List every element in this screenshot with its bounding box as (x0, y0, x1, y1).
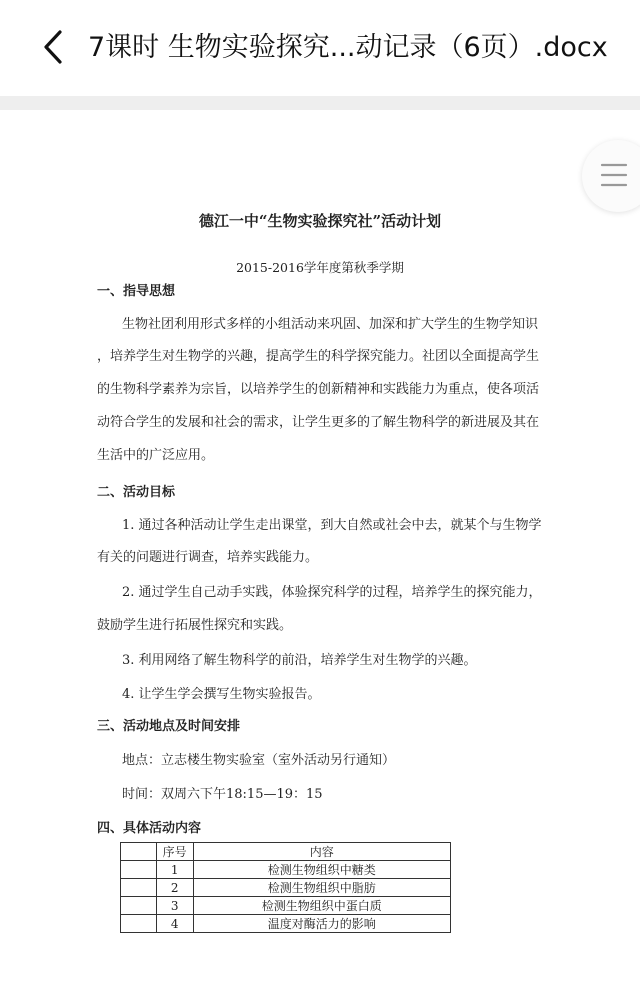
paragraph-line: 生活中的广泛应用。 (97, 448, 215, 463)
list-item-continued: 鼓励学生进行拓展性探究和实践。 (97, 618, 293, 633)
doc-heading: 德江一中“生物实验探究社”活动计划 (198, 212, 442, 230)
table-header-number: 序号 (156, 843, 193, 861)
table-cell-number: 2 (156, 879, 193, 897)
header-separator (0, 96, 640, 110)
table-cell-content: 检测生物组织中脂肪 (193, 879, 450, 897)
table-row (121, 861, 451, 879)
section-heading: 四、具体活动内容 (97, 821, 202, 836)
table-row (121, 897, 451, 915)
table-cell-content: 检测生物组织中蛋白质 (193, 897, 450, 915)
list-item: 1. 通过各种活动让学生走出课堂，到大自然或社会中去，就某个与生物学 (122, 518, 542, 533)
section-heading: 三、活动地点及时间安排 (97, 719, 241, 734)
time-text: 时间：双周六下午18:15—19：15 (122, 787, 323, 802)
document-title: 7课时 生物实验探究...动记录（6页）.docx (88, 32, 608, 63)
table-cell-content: 检测生物组织中糖类 (193, 861, 450, 879)
table-cell (121, 879, 157, 897)
list-item-continued: 有关的问题进行调查，培养实践能力。 (97, 550, 319, 565)
table-header-row (121, 843, 451, 861)
activity-table (120, 842, 451, 933)
paragraph-line: 生物社团利用形式多样的小组活动来巩固、加深和扩大学生的生物学知识 (122, 317, 539, 332)
table-cell-number: 4 (156, 915, 193, 933)
table-row (121, 915, 451, 933)
section-heading: 二、活动目标 (97, 485, 176, 500)
table-header-content: 内容 (193, 843, 450, 861)
list-item: 2. 通过学生自己动手实践，体验探究科学的过程，培养学生的探究能力， (122, 585, 542, 600)
paragraph-line: 的生物科学素养为宗旨，以培养学生的创新精神和实践能力为重点，使各项活 (97, 382, 540, 397)
table-row (121, 879, 451, 897)
chevron-left-icon (34, 22, 74, 72)
paragraph-line: ，培养学生对生物学的兴趣，提高学生的科学探究能力。社团以全面提高学生 (97, 349, 540, 364)
section-heading: 一、指导思想 (97, 284, 176, 299)
back-button[interactable] (34, 22, 74, 72)
table-cell (121, 915, 157, 933)
table-cell (121, 843, 157, 861)
list-item: 3. 利用网络了解生物科学的前沿，培养学生对生物学的兴趣。 (122, 653, 477, 668)
table-cell-content: 温度对酶活力的影响 (193, 915, 450, 933)
paragraph-line: 动符合学生的发展和社会的需求，让学生更多的了解生物科学的新进展及其在 (97, 415, 540, 430)
table-cell (121, 897, 157, 915)
doc-subtitle: 2015-2016学年度第秋季学期 (236, 260, 404, 275)
table-cell (121, 861, 157, 879)
hamburger-menu-icon (600, 162, 628, 188)
list-item: 4. 让学生学会撰写生物实验报告。 (122, 687, 321, 702)
table-cell-number: 3 (156, 897, 193, 915)
location-text: 地点：立志楼生物实验室（室外活动另行通知） (122, 753, 396, 768)
top-bar (0, 0, 640, 96)
table-cell-number: 1 (156, 861, 193, 879)
